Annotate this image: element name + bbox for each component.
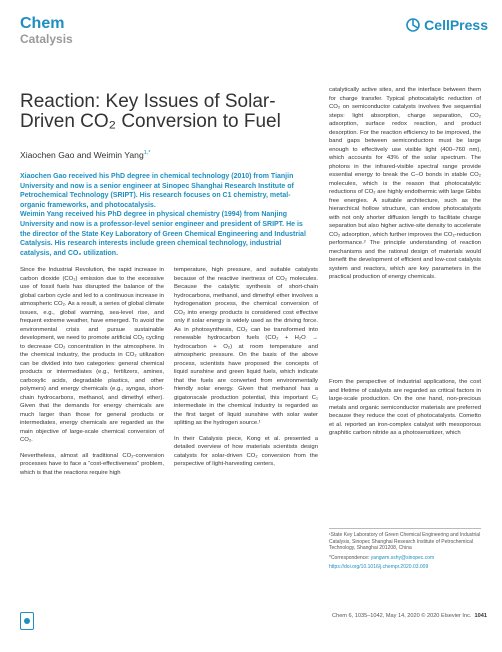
page-number: 1041 [474,613,487,619]
body-paragraph: Since the Industrial Revolution, the rapid increase in carbon dioxide (CO₂) emission due to the excessive use of fossil fuels has disrupted the balance of the global carbon cycle and led to a continuous increase in atmospheric CO₂. As a result, a series of global climate issues, e.g., global warming, sea-level rise, and frequent extreme weather, have emerged. To avoid the environmental crisis and pursue sustainable development, we need to promote artificial CO₂ cycling to decrease CO₂ concentration in the atmosphere. In the chemical industry, the products in CO₂ utilization can be divided into two categories: general chemical products or intermediates (e.g., fertilizers, amines, carboxylic acids, degradable plastics, and other polymers) and energy chemicals (e.g., syngas, short-chain hydrocarbons, methanol, and dimethyl ether). Given that the demands for energy chemicals are much larger than those for general products or intermediates, energy chemicals are regarded as the main objective of large-scale chemical conversion of CO₂. [20,267,164,443]
article-title: Reaction: Key Issues of Solar-Driven CO₂ Conversion to Fuel [20,91,281,132]
citation-line: Chem 6, 1035–1042, May 14, 2020 © 2020 Elsevier Inc. [332,613,472,619]
author-conj: and Weimin Yang [74,150,144,160]
body-paragraph: catalytically active sites, and the interface between them for charge transfer. Typical photocatalytic reduction of CO₂ on semiconductor catalysts involves five sequential steps: light absorption, charge separation, CO₂ adsorption, surface redox reaction, and product desorption. For the reaction efficiency to be improved, the band gaps between semiconductors must be large enough to effectively use visible light (400–760 nm), which accounts for 43% of the solar spectrum. The photons in the infrared-visible spectral range provide essential energy to break the C–O bonds in stable CO₂ molecules, which is the reason that photocatalytic reductions of CO₂ are highly endothermic with large Gibbs free energies. A suitable architecture, such as the hierarchical hollow structure, can endow photocatalysts with not only shorter diffusion length to facilitate charge separation but also higher active-site density to accelerate CO₂ adsorption, which further improves the CO₂-reduction performance.² The principle understanding of reaction mechanisms and the rational design of materials would benefit the development of efficient and low-cost catalysis system and reactors, which are key parameters in the practical production of energy chemicals. [329,87,481,280]
email-link[interactable]: yangwm.sshy@sinopec.com [370,554,435,561]
body-paragraph: In their Catalysis piece, Kong et al. presented a detailed overview of how materials scientists design catalysts for solar-driven CO₂ conversion from the perspective of light-harvesting centers, [174,435,318,467]
check-for-updates-icon[interactable] [20,612,34,630]
doi-line [329,564,481,571]
author-marks: 1,* [143,150,151,157]
body-column-3-continued [329,378,481,445]
bio-paragraph: Xiaochen Gao received his PhD degree in chemical technology (2010) from Tianjin University and now is a senior engineer at Sinopec Shanghai Research Institute of Petrochemical Technology (SRIPT). His research focuses on C1 chemistry, metal-organic frameworks, and photocatalysis. [20,173,294,209]
body-paragraph: From the perspective of industrial applications, the cost and lifetime of catalysts are regarded as critical factors in large-scale production. On the one hand, non-precious metals and organic semiconductor materials are preferred because they reduce the cost of photocatalysts. Cometto et al. reported an iron-complex catalyst with mesoporous graphitic carbon nitride as a photosensitizer, which [329,379,481,436]
publisher-name: CellPress [424,17,488,33]
body-column-1 [20,266,164,484]
journal-name: Chem [20,15,65,32]
section-name: Catalysis [20,32,73,46]
affiliation-footnote [329,532,481,574]
body-paragraph: Nevertheless, almost all traditional CO₂-conversion processes have to face a “cost-effectiveness” problem, which is that the reactions require high [20,452,164,476]
cellpress-logo-icon [406,18,420,32]
page-footer [315,613,487,619]
body-column-3 [329,86,481,289]
body-paragraph: temperature, high pressure, and suitable catalysts because of the reactive inertness of CO₂ molecules. Because the catalytic synthesis of short-chain hydrocarbons, methanol, and dimethyl ether involves a hydrogenation process, the chemical conversion of CO₂ into energy products is considered cost effective only if solar energy is widely used as the driving force. As in photosynthesis, CO₂ can be transformed into renewable hydrocarbon fuels (CO₂ + H₂O → hydrocarbon + O₂) at room temperature and atmospheric pressure. On the basis of the above process, scientists have proposed the concepts of liquid sunshine and green liquid fuels, which indicate that the fuels are converted from environmentally friendly solar energy. Given that methanol has a gigatonscale production potential, this important C₁ intermediate in the chemical industry is regarded as the first target of liquid sunshine with solar water splitting as the hydrogen source.¹ [174,267,318,426]
body-column-2 [174,266,318,476]
footnote-divider [329,528,481,529]
correspondence [329,555,481,562]
affiliation-text: ¹State Key Laboratory of Green Chemical Engineering and Industrial Catalysis, Sinopec Shanghai Research Institute of Petrochemical Technology, Shanghai 201208, China [329,532,481,552]
author-name: Xiaochen Gao [20,150,75,160]
correspondence-label: *Correspondence: [329,554,371,561]
author-line [20,150,150,160]
doi-link[interactable]: https://doi.org/10.1016/j.chempr.2020.03.009 [329,564,429,571]
publisher-logo [406,18,488,32]
bio-paragraph: Weimin Yang received his PhD degree in physical chemistry (1994) from Nanjing University and now is a professor-level senior engineer and president of SRIPT. He is the director of the State Key Laboratory of Green Chemical Engineering and Industrial Catalysis. His research interests include green chemical technology, industrial catalysis, and CO₂ utilization. [20,211,306,257]
author-bios [20,172,314,258]
